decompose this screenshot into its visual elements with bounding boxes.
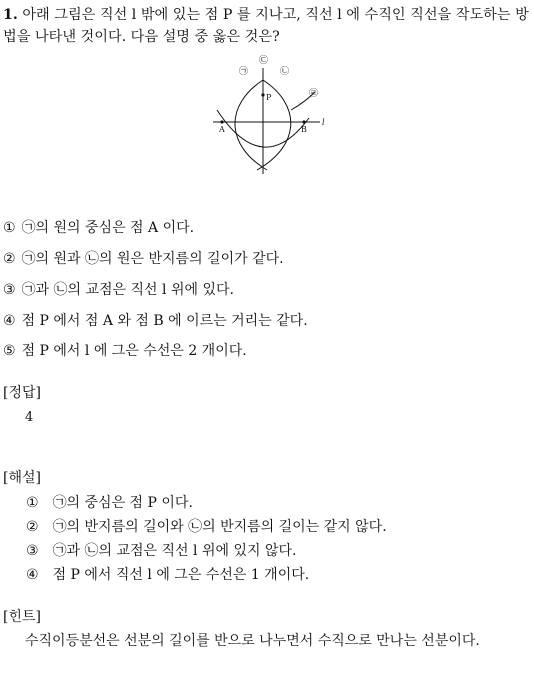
question-block [3, 4, 531, 48]
option-5-mark: ⑤ [3, 343, 16, 359]
label-a: A [219, 125, 225, 134]
option-4[interactable] [3, 312, 308, 330]
option-2-mark: ② [3, 251, 16, 267]
option-5-text: 점 P 에서 l 에 그은 수선은 2 개이다. [21, 343, 247, 359]
option-1-mark: ① [3, 220, 16, 236]
point-a [220, 120, 223, 123]
label-c3: ㉢ [259, 56, 269, 66]
answer-value: 4 [25, 410, 34, 425]
option-5[interactable] [3, 342, 247, 360]
hint-heading: [힌트] [3, 609, 41, 625]
explanation-item-4-mark: ④ [26, 567, 39, 583]
explanation-item-3 [26, 542, 296, 560]
option-4-text: 점 P 에서 점 A 와 점 B 에 이르는 거리는 같다. [21, 313, 308, 329]
label-b: B [301, 125, 307, 134]
question-text: 아래 그림은 직선 l 밖에 있는 점 P 를 지나고, 직선 l 에 수직인 직선을 작도하는 방법을 나타낸 것이다. 다음 설명 중 옳은 것은? [3, 7, 529, 45]
hint-text: 수직이등분선은 선분의 길이를 반으로 나누면서 수직으로 만나는 선분이다. [25, 633, 480, 649]
option-1[interactable] [3, 219, 194, 237]
option-2-text: ㉠의 원과 ㉡의 원은 반지름의 길이가 같다. [21, 251, 284, 267]
answer-heading: [정답] [3, 385, 41, 401]
label-c4: ㉣ [309, 89, 319, 99]
option-4-mark: ④ [3, 313, 16, 329]
label-c2: ㉡ [280, 67, 290, 77]
construction-figure [205, 50, 335, 178]
explanation-item-2 [26, 518, 387, 536]
explanation-item-2-text: ㉠의 반지름의 길이와 ㉡의 반지름의 길이는 같지 않다. [52, 519, 387, 535]
label-p: P [266, 93, 272, 102]
explanation-item-1 [26, 494, 193, 512]
explanation-item-4 [26, 566, 309, 584]
option-2[interactable] [3, 250, 284, 268]
arc-left [235, 80, 267, 170]
option-3-text: ㉠과 ㉡의 교점은 직선 l 위에 있다. [21, 282, 234, 298]
point-p [261, 93, 264, 96]
explanation-item-1-text: ㉠의 중심은 점 P 이다. [52, 495, 193, 511]
label-l: l [322, 118, 325, 127]
option-3[interactable] [3, 281, 234, 299]
point-b [302, 120, 305, 123]
explanation-item-3-text: ㉠과 ㉡의 교점은 직선 l 위에 있지 않다. [52, 543, 297, 559]
explanation-heading: [해설] [3, 470, 41, 486]
arc-right [257, 80, 291, 170]
explanation-item-4-text: 점 P 에서 직선 l 에 그은 수선은 1 개이다. [52, 567, 310, 583]
question-number: 1. [3, 7, 18, 23]
explanation-item-1-mark: ① [26, 495, 39, 511]
option-3-mark: ③ [3, 282, 16, 298]
explanation-item-3-mark: ③ [26, 543, 39, 559]
explanation-item-2-mark: ② [26, 519, 39, 535]
option-1-text: ㉠의 원의 중심은 점 A 이다. [21, 220, 195, 236]
label-c1: ㉠ [239, 67, 249, 77]
